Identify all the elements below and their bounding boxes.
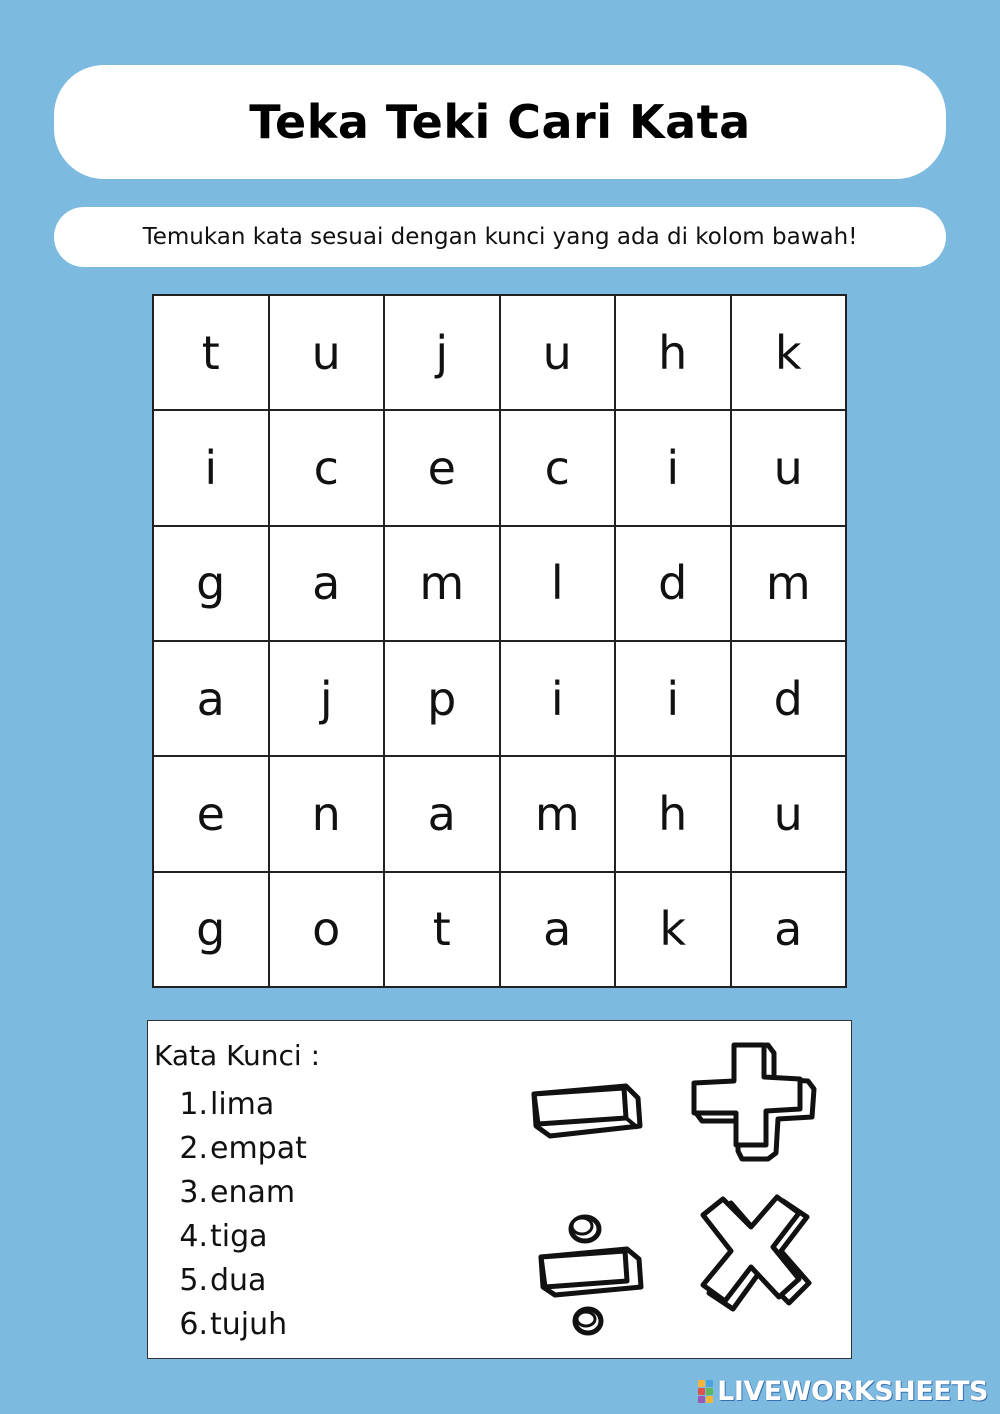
grid-cell: u [500,295,616,410]
grid-cell: g [153,872,269,987]
key-list [178,1083,307,1347]
grid-cell: e [153,756,269,871]
grid-cell: u [731,756,847,871]
key-item-number: 1. [179,1087,208,1122]
grid-cell: t [384,872,500,987]
grid-cell: j [269,641,385,756]
grid-cell: t [153,295,269,410]
page-title: Teka Teki Cari Kata [249,95,751,149]
key-item-number: 6. [179,1307,208,1342]
title-banner [54,65,946,179]
grid-cell: a [153,641,269,756]
key-item-number: 2. [179,1131,208,1166]
grid-cell: a [269,526,385,641]
key-item [178,1083,307,1127]
grid-cell: o [269,872,385,987]
key-item-word: enam [210,1175,296,1210]
key-item-word: tujuh [210,1307,288,1342]
key-item [178,1259,307,1303]
grid-cell: i [500,641,616,756]
grid-cell: d [731,641,847,756]
grid-cell: u [731,410,847,525]
logo-square [698,1388,705,1395]
logo-square [706,1388,713,1395]
times-icon [693,1193,818,1323]
key-panel [147,1020,852,1359]
instruction-banner [54,207,946,267]
grid-cell: j [384,295,500,410]
key-title: Kata Kunci : [154,1039,321,1072]
grid-cell: h [615,756,731,871]
grid-cell: m [500,756,616,871]
minus-icon [528,1076,648,1146]
key-item [178,1215,307,1259]
logo-square [706,1396,713,1403]
key-item [178,1171,307,1215]
key-item-word: dua [210,1263,267,1298]
grid-cell: p [384,641,500,756]
grid-cell: k [615,872,731,987]
grid-cell: u [269,295,385,410]
key-item-number: 4. [179,1219,208,1254]
word-search-grid [152,294,847,988]
liveworksheets-logo-icon [698,1380,713,1403]
grid-cell: k [731,295,847,410]
grid-cell: l [500,526,616,641]
grid-cell: c [269,410,385,525]
grid-cell: c [500,410,616,525]
brand-name: LIVEWORKSHEETS [717,1375,988,1407]
grid-cell: h [615,295,731,410]
grid-cell: a [384,756,500,871]
instruction-text: Temukan kata sesuai dengan kunci yang ada di kolom bawah! [142,224,858,250]
grid-cell: n [269,756,385,871]
grid-cell: g [153,526,269,641]
grid-cell: i [153,410,269,525]
divide-icon [533,1209,653,1349]
grid-cell: d [615,526,731,641]
key-item-word: tiga [210,1219,268,1254]
grid-cell: a [500,872,616,987]
key-item-number: 3. [179,1175,208,1210]
grid-cell: i [615,410,731,525]
grid-cell: a [731,872,847,987]
key-item [178,1303,307,1347]
key-item [178,1127,307,1171]
grid-cell: m [384,526,500,641]
plus-icon [688,1039,818,1164]
logo-square [698,1380,705,1387]
grid-cell: m [731,526,847,641]
grid-cell: e [384,410,500,525]
key-item-number: 5. [179,1263,208,1298]
grid-cell: i [615,641,731,756]
key-item-word: empat [210,1131,307,1166]
logo-square [698,1396,705,1403]
key-item-word: lima [210,1087,275,1122]
footer-brand [698,1376,988,1406]
logo-square [706,1380,713,1387]
